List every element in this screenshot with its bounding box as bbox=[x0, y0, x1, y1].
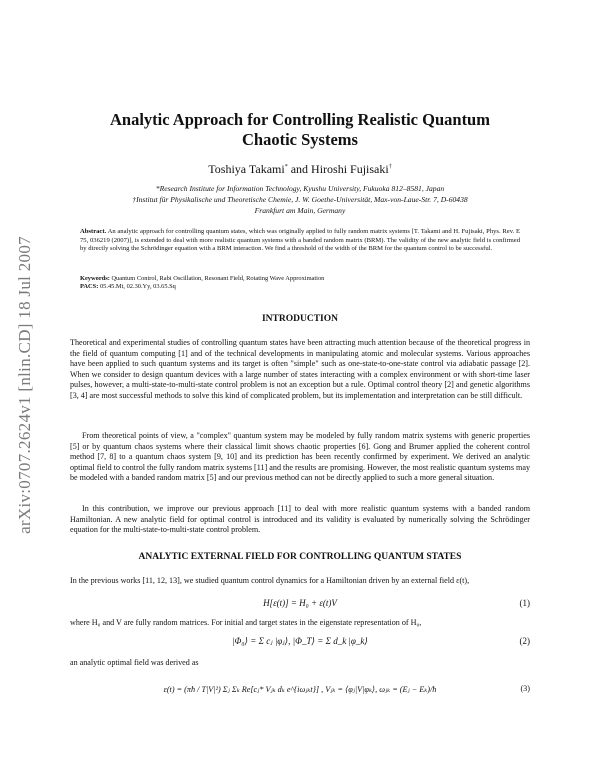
keywords-block bbox=[80, 275, 520, 292]
affiliation-2: †Institut für Physikalische und Theoretische Chemie, J. W. Goethe-Universität, Max-von-Laue-Str. 7, D-60438 bbox=[132, 195, 468, 204]
equation-1-body: H[ε(t)] = H₀ + ε(t)V bbox=[263, 598, 337, 608]
equation-3-body: ε(t) = (πħ / T|V|²) Σⱼ Σₖ Re[cⱼ* Vⱼₖ dₖ e^{iωⱼₖt}] , Vⱼₖ = ⟨φⱼ|V|φₖ⟩, ωⱼₖ = (Eⱼ − Eₖ)/ħ bbox=[163, 685, 437, 694]
title-line-1: Analytic Approach for Controlling Realistic Quantum bbox=[110, 110, 490, 129]
equation-1 bbox=[70, 598, 530, 612]
intro-heading: INTRODUCTION bbox=[261, 314, 338, 324]
intro-paragraph-1: Theoretical and experimental studies of controlling quantum states have been attracting much attention because of the theoretical progress in the field of quantum computing [1] and of the technical developments in manipulating atomic and molecular systems. Various approaches have been applied to such quantum systems and its target is often "simple" such as one-state-to-one-state control via adiabatic passage [2]. When we consider to design quantum devices with a large number of states interacting with a complex environment or with short-time laser pulses, however, a multi-state-to-multi-state control problem is not an exception but a rule. Optimal control theory [2] and genetic algorithms [3, 4] are most successful methods to solve this kind of complicated problem, but its implementation and interpretation can be still difficult. bbox=[70, 338, 530, 400]
author-2-mark: † bbox=[388, 164, 392, 170]
authors bbox=[0, 162, 600, 177]
abstract-text: An analytic approach for controlling quantum states, which was originally applied to fully random matrix systems [T. Takami and H. Fujisaki, Phys. Rev. E 75, 036219 (2007)], is extended to deal with more realistic quantum systems with a banded random matrix (BRM). The validity of the new analytic field is confirmed by directly solving the Schrödinger equation with a BRM interaction. We find a threshold of the width of the BRM for the quantum control to be successful. bbox=[80, 228, 520, 253]
equation-2-number: (2) bbox=[519, 636, 530, 646]
title-line-2: Chaotic Systems bbox=[242, 130, 358, 149]
arxiv-sidebar bbox=[14, 185, 36, 585]
equation-1-number: (1) bbox=[519, 598, 530, 608]
author-separator: and bbox=[287, 162, 312, 176]
section-2-heading: ANALYTIC EXTERNAL FIELD FOR CONTROLLING QUANTUM STATES bbox=[138, 552, 462, 562]
paper-title bbox=[0, 110, 600, 150]
equation-3-number: (3) bbox=[520, 684, 530, 693]
section-2-paragraph-3: an analytic optimal field was derived as bbox=[70, 658, 199, 667]
intro-paragraph-3: In this contribution, we improve our previous approach [11] to deal with more realistic quantum systems with a banded random Hamiltonian. A new analytic field for optimal control is introduced and its validity is evaluated by numerically solving the Schrödinger equation for the multi-state-to-multi-state control problem. bbox=[70, 504, 530, 534]
pacs: 05.45.Mt, 02.30.Yy, 03.65.Sq bbox=[99, 283, 176, 291]
author-1: Toshiya Takami bbox=[208, 162, 285, 176]
affiliations bbox=[0, 183, 600, 216]
author-2: Hiroshi Fujisaki bbox=[311, 162, 389, 176]
equation-3 bbox=[70, 684, 530, 698]
affiliation-3: Frankfurt am Main, Germany bbox=[254, 206, 346, 215]
pacs-label: PACS: bbox=[80, 283, 99, 291]
arxiv-identifier: arXiv:0707.2624v1 [nlin.CD] 18 Jul 2007 bbox=[15, 236, 34, 534]
affiliation-1: *Research Institute for Information Technology, Kyushu University, Fukuoka 812–8581, Japan bbox=[155, 184, 445, 193]
abstract bbox=[80, 228, 520, 254]
section-2-paragraph-1: In the previous works [11, 12, 13], we studied quantum control dynamics for a Hamiltonian driven by an external field ε(t), bbox=[70, 576, 470, 585]
author-1-mark: * bbox=[284, 164, 288, 170]
section-2-paragraph-2: where H₀ and V are fully random matrices. For initial and target states in the eigenstate representation of H₀, bbox=[70, 618, 422, 627]
keywords: Quantum Control, Rabi Oscillation, Resonant Field, Rotating Wave Approximation bbox=[111, 275, 325, 282]
equation-2 bbox=[70, 636, 530, 650]
keywords-label: Keywords: bbox=[80, 275, 110, 282]
abstract-label: Abstract. bbox=[80, 228, 107, 235]
equation-2-body: |Φ₀⟩ = Σ cⱼ |φⱼ⟩, |Φ_T⟩ = Σ d_k |φ_k⟩ bbox=[232, 636, 368, 646]
intro-paragraph-2: From theoretical points of view, a "complex" quantum system may be modeled by fully random matrix systems with generic properties [5] or by quantum chaos systems where their classical limit shows chaotic properties [6]. Gong and Brumer applied the coherent control method [7, 8] to a quantum chaos system [9, 10] and its prediction has been recently confirmed by experiment. We derived an analytic optimal field to control the fully random matrix systems [11] and the results are promising. However, the most realistic quantum systems may be modeled with a banded random matrix [5] and our previous method can not be directly applied to such a more general situation. bbox=[70, 431, 530, 482]
